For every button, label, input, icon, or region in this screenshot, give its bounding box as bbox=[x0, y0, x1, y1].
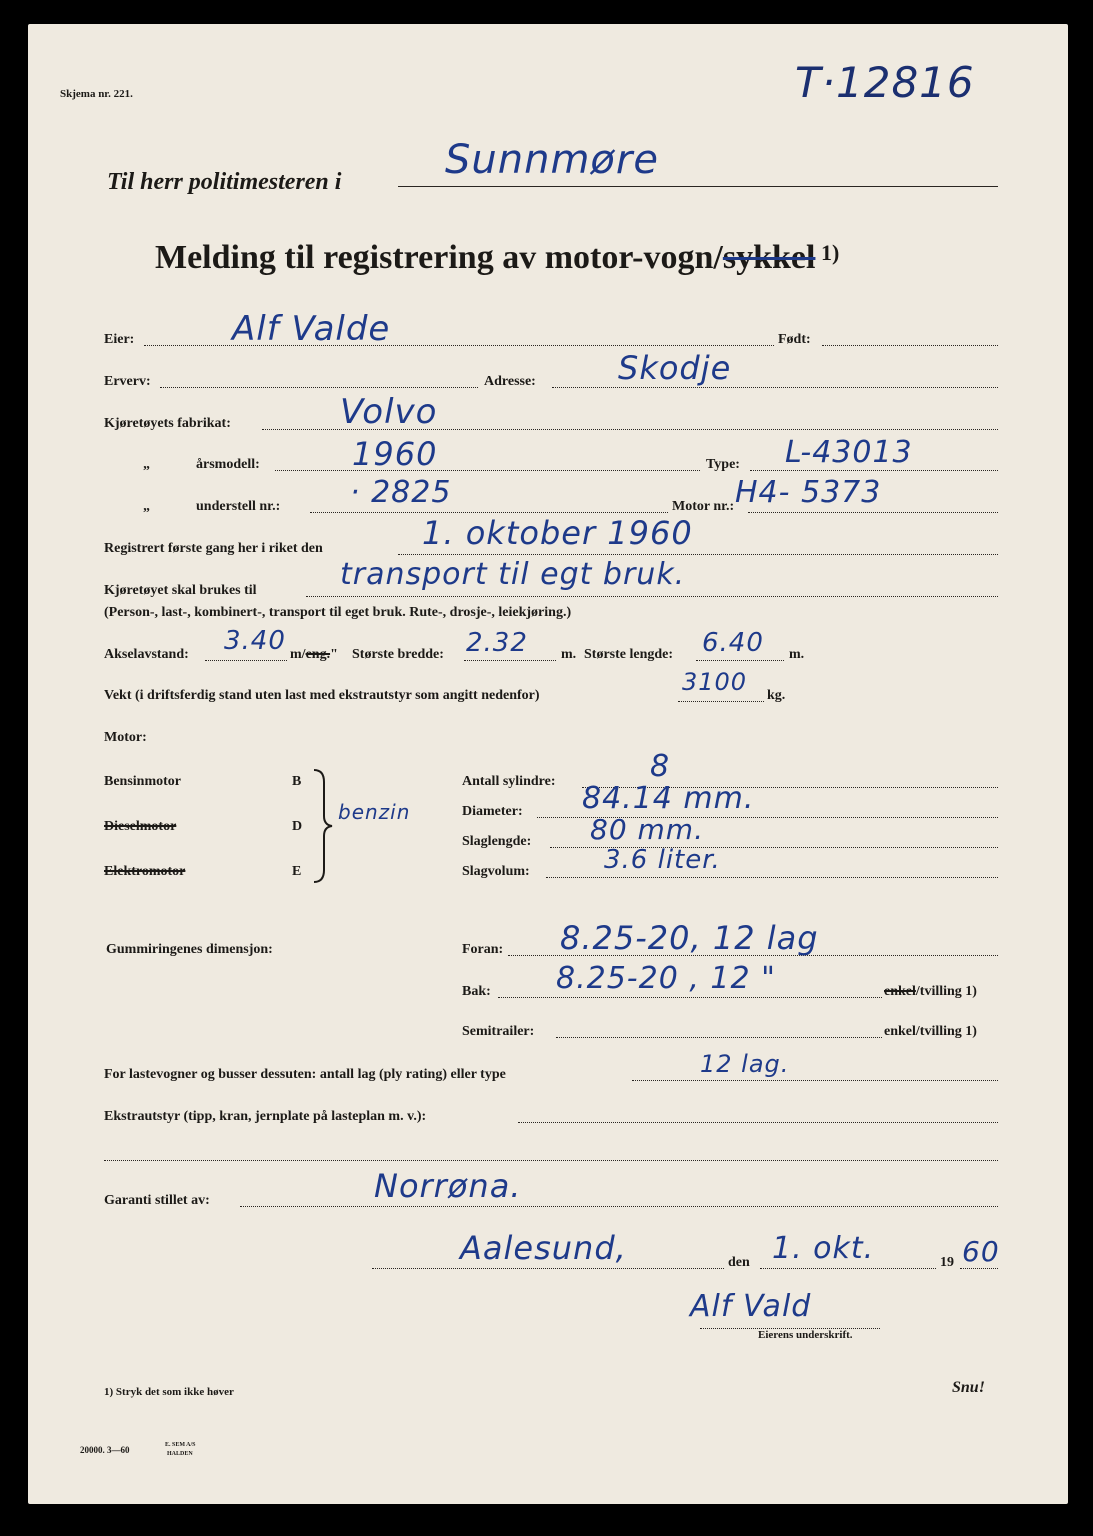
place-line bbox=[372, 1268, 724, 1269]
bak-label: Bak: bbox=[462, 984, 491, 999]
bredde-value: 2.32 bbox=[466, 628, 528, 658]
diameter-label: Diameter: bbox=[462, 804, 523, 819]
fodt-line bbox=[822, 345, 998, 346]
aksel-line bbox=[205, 660, 287, 661]
lengde-value: 6.40 bbox=[702, 628, 764, 658]
form-title: Melding til registrering av motor-vogn/sykkel $^{1)}$ bbox=[155, 239, 840, 276]
erverv-label: Erverv: bbox=[104, 374, 151, 389]
date-value: 1. okt. bbox=[772, 1231, 875, 1266]
arsmodell-value: 1960 bbox=[352, 435, 438, 473]
slagvolum-line bbox=[546, 877, 998, 878]
signature-label: Eierens underskrift. bbox=[758, 1329, 853, 1341]
vekt-unit: kg. bbox=[767, 688, 786, 703]
motor-nr-label: Motor nr.: bbox=[672, 499, 735, 514]
date-line bbox=[760, 1268, 936, 1269]
brace-icon bbox=[310, 768, 340, 884]
ditto-mark: „ bbox=[143, 499, 150, 514]
addressee-label: Til herr politimesteren i bbox=[107, 169, 342, 195]
lengde-label: Største lengde: bbox=[584, 647, 674, 662]
motor-label: Motor: bbox=[104, 730, 147, 745]
arsmodell-line bbox=[275, 470, 700, 471]
fodt-label: Født: bbox=[778, 332, 811, 347]
eier-label: Eier: bbox=[104, 332, 135, 347]
registrert-line bbox=[398, 554, 998, 555]
diesel-label: Dieselmotor bbox=[104, 819, 177, 834]
vekt-value: 3100 bbox=[682, 668, 748, 696]
lengde-unit: m. bbox=[789, 647, 805, 662]
ditto-mark: „ bbox=[143, 457, 150, 472]
bredde-label: Største bredde: bbox=[352, 647, 444, 662]
adresse-line bbox=[552, 387, 998, 388]
bensin-label: Bensinmotor bbox=[104, 774, 181, 789]
understell-line bbox=[310, 512, 668, 513]
bak-line bbox=[498, 997, 882, 998]
printer-code: 20000. 3—60 bbox=[80, 1445, 130, 1455]
lag-label: For lastevogner og busser dessuten: antall lag (ply rating) eller type bbox=[104, 1067, 506, 1082]
semi-suffix: enkel/tvilling 1) bbox=[884, 1024, 977, 1039]
reference-number: T·12816 bbox=[795, 58, 975, 107]
garanti-value: Norrøna. bbox=[374, 1167, 522, 1205]
bak-suffix: enkel/tvilling 1) bbox=[884, 984, 977, 999]
diameter-value: 84.14 mm. bbox=[582, 781, 755, 816]
printer-name: E. SEM A/S bbox=[165, 1442, 196, 1448]
lag-value: 12 lag. bbox=[700, 1050, 790, 1078]
eier-value: Alf Valde bbox=[232, 309, 391, 349]
slaglengde-label: Slaglengde: bbox=[462, 834, 532, 849]
aksel-label: Akselavstand: bbox=[104, 647, 189, 662]
year-value: 60 bbox=[962, 1235, 1000, 1268]
brukes-hint: (Person-, last-, kombinert-, transport til eget bruk. Rute-, drosje-, leiekjøring.) bbox=[104, 605, 572, 620]
motor-type-mark: benzin bbox=[338, 800, 411, 824]
elektro-code: E bbox=[292, 864, 302, 879]
elektro-label: Elektromotor bbox=[104, 864, 186, 879]
year-prefix: 19 bbox=[940, 1255, 954, 1270]
type-line bbox=[750, 470, 998, 471]
slagvolum-value: 3.6 liter. bbox=[604, 845, 721, 875]
type-label: Type: bbox=[706, 457, 740, 472]
bredde-line bbox=[464, 660, 556, 661]
foran-label: Foran: bbox=[462, 942, 504, 957]
slagvolum-label: Slagvolum: bbox=[462, 864, 530, 879]
diesel-code: D bbox=[292, 819, 303, 834]
registrert-value: 1. oktober 1960 bbox=[422, 514, 693, 552]
footnote: 1) Stryk det som ikke høver bbox=[104, 1386, 234, 1398]
motor-nr-line bbox=[748, 512, 998, 513]
adresse-value: Skodje bbox=[618, 349, 732, 387]
addressee-line bbox=[398, 186, 998, 187]
slaglengde-value: 80 mm. bbox=[590, 813, 704, 846]
adresse-label: Adresse: bbox=[484, 374, 536, 389]
sylindre-label: Antall sylindre: bbox=[462, 774, 556, 789]
understell-label: understell nr.: bbox=[196, 499, 281, 514]
den-label: den bbox=[728, 1255, 750, 1270]
tires-label: Gummiringenes dimensjon: bbox=[106, 942, 273, 957]
arsmodell-label: årsmodell: bbox=[196, 457, 260, 472]
bredde-unit: m. bbox=[561, 647, 577, 662]
motor-nr-value: H4- 5373 bbox=[735, 475, 882, 510]
erverv-line bbox=[160, 387, 478, 388]
brukes-label: Kjøretøyet skal brukes til bbox=[104, 583, 257, 598]
aksel-unit: m/eng." bbox=[290, 647, 338, 662]
garanti-label: Garanti stillet av: bbox=[104, 1193, 210, 1208]
fabrikat-value: Volvo bbox=[340, 392, 438, 432]
foran-value: 8.25-20, 12 lag bbox=[560, 919, 819, 957]
bak-value: 8.25-20 , 12 " bbox=[556, 961, 776, 996]
form-number: Skjema nr. 221. bbox=[60, 88, 133, 100]
semi-label: Semitrailer: bbox=[462, 1024, 535, 1039]
signature-value: Alf Vald bbox=[690, 1289, 812, 1324]
aksel-value: 3.40 bbox=[224, 626, 286, 656]
year-line bbox=[960, 1268, 998, 1269]
ekstra-line-2 bbox=[104, 1160, 998, 1161]
snu-label: Snu! bbox=[952, 1379, 985, 1396]
type-value: L-43013 bbox=[785, 435, 913, 470]
registrert-label: Registrert første gang her i riket den bbox=[104, 541, 323, 556]
bensin-code: B bbox=[292, 774, 302, 789]
brukes-line bbox=[306, 596, 998, 597]
ekstra-label: Ekstrautstyr (tipp, kran, jernplate på lasteplan m. v.): bbox=[104, 1109, 427, 1124]
vekt-line bbox=[678, 701, 764, 702]
lag-line bbox=[632, 1080, 998, 1081]
place-value: Aalesund, bbox=[460, 1229, 627, 1267]
sylindre-value: 8 bbox=[650, 749, 671, 784]
vekt-label: Vekt (i driftsferdig stand uten last med ekstrautstyr som angitt nedenfor) bbox=[104, 688, 540, 703]
brukes-value: transport til egt bruk. bbox=[340, 557, 686, 592]
understell-value: · 2825 bbox=[350, 475, 452, 510]
addressee-value: Sunnmøre bbox=[445, 137, 659, 183]
semi-line bbox=[556, 1037, 882, 1038]
lengde-line bbox=[696, 660, 784, 661]
garanti-line bbox=[240, 1206, 998, 1207]
ekstra-line bbox=[518, 1122, 998, 1123]
printer-city: HALDEN bbox=[167, 1451, 193, 1457]
fabrikat-label: Kjøretøyets fabrikat: bbox=[104, 416, 231, 431]
